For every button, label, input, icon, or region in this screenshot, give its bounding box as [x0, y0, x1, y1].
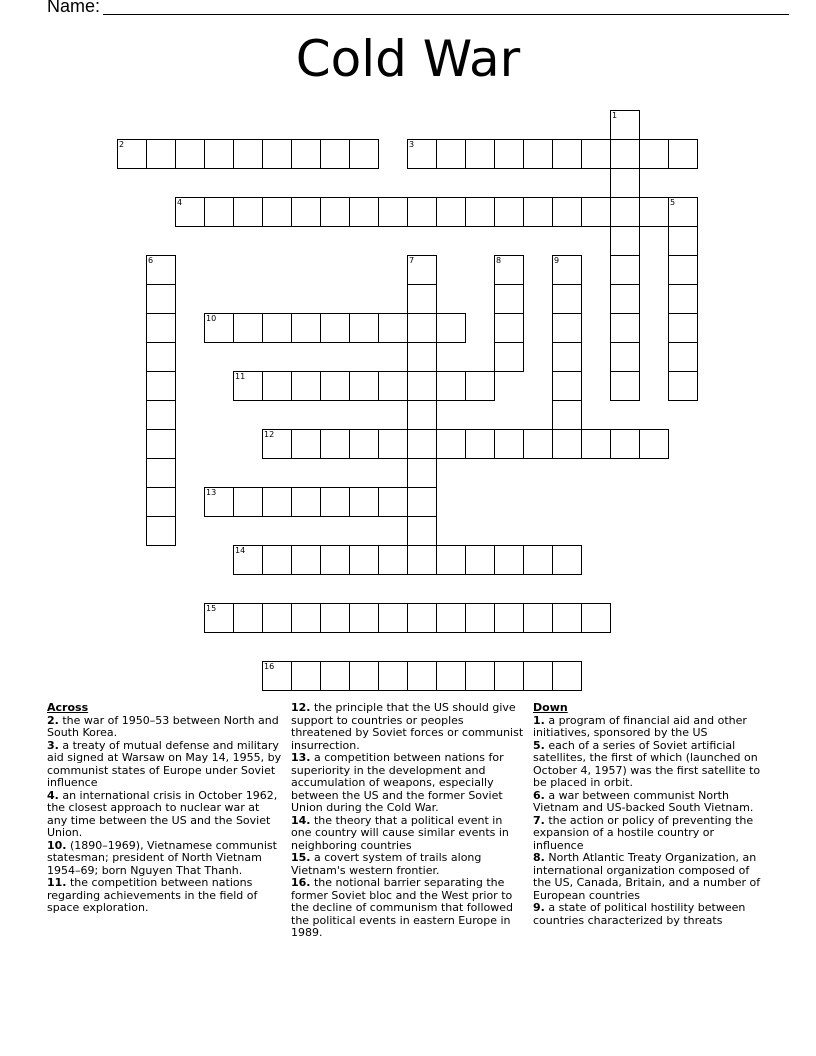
- grid-cell[interactable]: [349, 429, 379, 459]
- clue-number: 3: [409, 140, 415, 149]
- grid-cell[interactable]: [262, 139, 292, 169]
- clue-number: 14: [235, 546, 246, 555]
- clue-item-number: 7.: [533, 813, 545, 827]
- clue-number: 13: [206, 488, 217, 497]
- grid-cell[interactable]: [581, 603, 611, 633]
- clue-item: [533, 740, 763, 790]
- grid-cell[interactable]: [407, 342, 437, 372]
- grid-cell[interactable]: [494, 603, 524, 633]
- clue-item: [291, 702, 524, 752]
- clue-item: [47, 715, 283, 740]
- grid-cell[interactable]: [349, 661, 379, 691]
- grid-cell[interactable]: [262, 487, 292, 517]
- grid-cell[interactable]: [552, 284, 582, 314]
- grid-cell[interactable]: [407, 516, 437, 546]
- grid-cell[interactable]: [407, 371, 437, 401]
- grid-cell[interactable]: [494, 284, 524, 314]
- grid-cell[interactable]: [291, 313, 321, 343]
- grid-cell[interactable]: [117, 139, 147, 169]
- grid-cell[interactable]: [436, 371, 466, 401]
- grid-cell[interactable]: [349, 313, 379, 343]
- grid-cell[interactable]: [349, 139, 379, 169]
- grid-cell[interactable]: [233, 313, 263, 343]
- grid-cell[interactable]: [407, 603, 437, 633]
- clue-item-text: the action or policy of preventing the expansion of a hostile country or influence: [533, 813, 754, 852]
- grid-cell[interactable]: [668, 255, 698, 285]
- grid-cell[interactable]: [523, 603, 553, 633]
- grid-cell[interactable]: [610, 284, 640, 314]
- grid-cell[interactable]: [494, 545, 524, 575]
- grid-cell[interactable]: [349, 487, 379, 517]
- grid-cell[interactable]: [668, 342, 698, 372]
- grid-cell[interactable]: [465, 603, 495, 633]
- grid-cell[interactable]: [639, 197, 669, 227]
- grid-cell[interactable]: [610, 110, 640, 140]
- grid-cell[interactable]: [639, 139, 669, 169]
- grid-cell[interactable]: [639, 429, 669, 459]
- grid-cell[interactable]: [175, 139, 205, 169]
- clue-item: [291, 852, 524, 877]
- grid-cell[interactable]: [668, 197, 698, 227]
- clue-item-text: the principle that the US should give support to countries or peoples threatened by Soviet forces or communist insurrection.: [291, 701, 524, 752]
- clue-item-text: North Atlantic Treaty Organization, an international organization composed of the US, Canada, Britain, and a number of European countries: [533, 851, 761, 902]
- grid-cell[interactable]: [407, 400, 437, 430]
- grid-cell[interactable]: [465, 429, 495, 459]
- clue-item-number: 3.: [47, 738, 59, 752]
- clues-column-2: [291, 702, 524, 940]
- grid-cell[interactable]: [146, 255, 176, 285]
- grid-cell[interactable]: [204, 313, 234, 343]
- grid-cell[interactable]: [610, 168, 640, 198]
- grid-cell[interactable]: [436, 603, 466, 633]
- grid-cell[interactable]: [175, 197, 205, 227]
- grid-cell[interactable]: [320, 197, 350, 227]
- name-label: Name:: [47, 0, 101, 16]
- clue-number: 6: [148, 256, 154, 265]
- grid-cell[interactable]: [552, 255, 582, 285]
- grid-cell[interactable]: [320, 429, 350, 459]
- grid-cell[interactable]: [668, 313, 698, 343]
- grid-cell[interactable]: [465, 197, 495, 227]
- clue-item-text: a program of financial aid and other initiatives, sponsored by the US: [533, 713, 747, 739]
- clue-item-text: the war of 1950–53 between North and South Korea.: [47, 713, 279, 739]
- grid-cell[interactable]: [320, 313, 350, 343]
- grid-cell[interactable]: [552, 661, 582, 691]
- clue-item: [533, 715, 763, 740]
- grid-cell[interactable]: [146, 516, 176, 546]
- grid-cell[interactable]: [552, 429, 582, 459]
- grid-cell[interactable]: [233, 139, 263, 169]
- clue-number: 5: [670, 198, 676, 207]
- grid-cell[interactable]: [233, 197, 263, 227]
- grid-cell[interactable]: [204, 603, 234, 633]
- grid-cell[interactable]: [320, 139, 350, 169]
- grid-cell[interactable]: [436, 545, 466, 575]
- clue-number: 16: [264, 662, 275, 671]
- grid-cell[interactable]: [581, 197, 611, 227]
- clue-number: 8: [496, 256, 502, 265]
- grid-cell[interactable]: [349, 603, 379, 633]
- clue-item: [533, 790, 763, 815]
- clues-heading: Across: [47, 701, 89, 714]
- grid-cell[interactable]: [291, 429, 321, 459]
- grid-cell[interactable]: [378, 313, 408, 343]
- grid-cell[interactable]: [407, 458, 437, 488]
- grid-cell[interactable]: [407, 284, 437, 314]
- grid-cell[interactable]: [407, 313, 437, 343]
- grid-cell[interactable]: [320, 661, 350, 691]
- grid-cell[interactable]: [146, 458, 176, 488]
- clue-item-number: 13.: [291, 751, 311, 764]
- grid-cell[interactable]: [465, 139, 495, 169]
- clue-number: 4: [177, 198, 183, 207]
- grid-cell[interactable]: [407, 487, 437, 517]
- grid-cell[interactable]: [610, 429, 640, 459]
- grid-cell[interactable]: [146, 313, 176, 343]
- grid-cell[interactable]: [320, 487, 350, 517]
- grid-cell[interactable]: [523, 139, 553, 169]
- clue-item-text: a covert system of trails along Vietnam's western frontier.: [291, 851, 482, 877]
- clue-number: 7: [409, 256, 415, 265]
- grid-cell[interactable]: [320, 603, 350, 633]
- grid-cell[interactable]: [291, 545, 321, 575]
- grid-cell[interactable]: [436, 313, 466, 343]
- page-title: Cold War: [295, 30, 521, 88]
- grid-cell[interactable]: [320, 371, 350, 401]
- grid-cell[interactable]: [291, 197, 321, 227]
- clue-item: [291, 815, 524, 853]
- grid-cell[interactable]: [552, 313, 582, 343]
- grid-cell[interactable]: [262, 545, 292, 575]
- grid-cell[interactable]: [610, 342, 640, 372]
- grid-cell[interactable]: [262, 197, 292, 227]
- grid-cell[interactable]: [262, 313, 292, 343]
- grid-cell[interactable]: [204, 487, 234, 517]
- grid-cell[interactable]: [146, 487, 176, 517]
- clue-number: 10: [206, 314, 217, 323]
- grid-cell[interactable]: [320, 545, 350, 575]
- clues-column-1: [47, 702, 283, 915]
- grid-cell[interactable]: [146, 400, 176, 430]
- clue-item-text: a war between communist North Vietnam and US-backed South Vietnam.: [533, 788, 754, 814]
- clue-item-number: 8.: [533, 851, 545, 864]
- grid-cell[interactable]: [610, 255, 640, 285]
- clue-item: [291, 877, 524, 940]
- grid-cell[interactable]: [146, 342, 176, 372]
- grid-cell[interactable]: [146, 371, 176, 401]
- clue-item: [47, 840, 283, 878]
- clue-item-text: a competition between nations for superiority in the development and accumulation of weapons, especially between the US and the former Soviet Union during the Cold War.: [291, 751, 504, 814]
- grid-cell[interactable]: [494, 661, 524, 691]
- grid-cell[interactable]: [494, 255, 524, 285]
- clue-item: [47, 877, 283, 915]
- clue-item-number: 5.: [533, 738, 545, 752]
- grid-cell[interactable]: [610, 313, 640, 343]
- grid-cell[interactable]: [378, 487, 408, 517]
- clue-item-number: 12.: [291, 701, 311, 714]
- clue-number: 12: [264, 430, 275, 439]
- grid-cell[interactable]: [378, 429, 408, 459]
- grid-cell[interactable]: [494, 139, 524, 169]
- grid-cell[interactable]: [668, 139, 698, 169]
- grid-cell[interactable]: [523, 429, 553, 459]
- grid-cell[interactable]: [436, 661, 466, 691]
- grid-cell[interactable]: [378, 545, 408, 575]
- grid-cell[interactable]: [291, 661, 321, 691]
- grid-cell[interactable]: [146, 284, 176, 314]
- clue-item-number: 2.: [47, 713, 59, 727]
- grid-cell[interactable]: [494, 342, 524, 372]
- grid-cell[interactable]: [552, 342, 582, 372]
- clue-item-number: 9.: [533, 901, 545, 914]
- grid-cell[interactable]: [552, 603, 582, 633]
- grid-cell[interactable]: [262, 661, 292, 691]
- clue-item-text: each of a series of Soviet artificial satellites, the first of which (launched on October 4, 1957) was the first satellite to be placed in orbit.: [533, 738, 761, 789]
- grid-cell[interactable]: [610, 197, 640, 227]
- grid-cell[interactable]: [552, 197, 582, 227]
- grid-cell[interactable]: [233, 487, 263, 517]
- grid-cell[interactable]: [233, 603, 263, 633]
- grid-cell[interactable]: [204, 197, 234, 227]
- clue-item: [533, 902, 763, 927]
- clue-item-number: 6.: [533, 788, 545, 802]
- clue-number: 9: [554, 256, 560, 265]
- grid-cell[interactable]: [262, 371, 292, 401]
- grid-cell[interactable]: [668, 284, 698, 314]
- clue-item-number: 10.: [47, 838, 67, 852]
- grid-cell[interactable]: [378, 371, 408, 401]
- grid-cell[interactable]: [378, 603, 408, 633]
- grid-cell[interactable]: [581, 429, 611, 459]
- clue-number: 2: [119, 140, 125, 149]
- grid-cell[interactable]: [668, 226, 698, 256]
- clue-item: [533, 815, 763, 853]
- grid-cell[interactable]: [494, 197, 524, 227]
- clue-item: [47, 790, 283, 840]
- grid-cell[interactable]: [407, 545, 437, 575]
- grid-cell[interactable]: [523, 545, 553, 575]
- clue-item-number: 11.: [47, 876, 67, 889]
- clue-item-text: a state of political hostility between countries characterized by threats: [533, 901, 746, 927]
- grid-cell[interactable]: [523, 197, 553, 227]
- grid-cell[interactable]: [349, 545, 379, 575]
- grid-cell[interactable]: [465, 545, 495, 575]
- grid-cell[interactable]: [610, 226, 640, 256]
- clue-item: [291, 752, 524, 815]
- clue-item: [533, 852, 763, 902]
- clues-column-3: [533, 702, 763, 927]
- grid-cell[interactable]: [436, 197, 466, 227]
- grid-cell[interactable]: [494, 429, 524, 459]
- clue-number: 1: [612, 111, 618, 120]
- grid-cell[interactable]: [552, 400, 582, 430]
- grid-cell[interactable]: [465, 661, 495, 691]
- grid-cell[interactable]: [146, 429, 176, 459]
- grid-cell[interactable]: [407, 139, 437, 169]
- grid-cell[interactable]: [552, 371, 582, 401]
- grid-cell[interactable]: [552, 139, 582, 169]
- clue-item-text: the theory that a political event in one country will cause similar events in neighboring countries: [291, 813, 509, 852]
- clue-item-text: a treaty of mutual defense and military aid signed at Warsaw on May 14, 1955, by communist states of Europe under Soviet influence: [47, 738, 282, 789]
- grid-cell[interactable]: [436, 429, 466, 459]
- grid-cell[interactable]: [407, 429, 437, 459]
- grid-cell[interactable]: [610, 371, 640, 401]
- grid-cell[interactable]: [262, 429, 292, 459]
- clue-item: [47, 740, 283, 790]
- grid-cell[interactable]: [436, 139, 466, 169]
- grid-cell[interactable]: [291, 487, 321, 517]
- clue-item-number: 14.: [291, 813, 311, 827]
- clue-item-text: the competition between nations regarding achievements in the field of space exploration.: [47, 876, 258, 914]
- grid-cell[interactable]: [291, 371, 321, 401]
- grid-cell[interactable]: [407, 661, 437, 691]
- clue-item-number: 4.: [47, 788, 59, 802]
- grid-cell[interactable]: [233, 371, 263, 401]
- grid-cell[interactable]: [233, 545, 263, 575]
- grid-cell[interactable]: [146, 139, 176, 169]
- grid-cell[interactable]: [407, 197, 437, 227]
- clue-number: 15: [206, 604, 217, 613]
- grid-cell[interactable]: [262, 603, 292, 633]
- grid-cell[interactable]: [610, 139, 640, 169]
- clue-item-text: (1890–1969), Vietnamese communist statesman; president of North Vietnam 1954–69; born Nguyen That Thanh.: [47, 838, 277, 877]
- grid-cell[interactable]: [291, 139, 321, 169]
- grid-cell[interactable]: [668, 371, 698, 401]
- grid-cell[interactable]: [204, 139, 234, 169]
- clue-item-number: 16.: [291, 876, 311, 889]
- clues-heading: Down: [533, 701, 568, 714]
- clue-item-number: 15.: [291, 851, 311, 864]
- grid-cell[interactable]: [378, 661, 408, 691]
- clue-number: 11: [235, 372, 246, 381]
- clue-item-text: the notional barrier separating the former Soviet bloc and the West prior to the decline of communism that followed the political events in eastern Europe in 1989.: [291, 876, 513, 939]
- clue-item-text: an international crisis in October 1962, the closest approach to nuclear war at any time between the US and the Soviet Union.: [47, 788, 278, 839]
- grid-cell[interactable]: [494, 313, 524, 343]
- grid-cell[interactable]: [581, 139, 611, 169]
- grid-cell[interactable]: [407, 255, 437, 285]
- grid-cell[interactable]: [465, 371, 495, 401]
- clue-item-number: 1.: [533, 713, 545, 727]
- grid-cell[interactable]: [349, 197, 379, 227]
- grid-cell[interactable]: [349, 371, 379, 401]
- grid-cell[interactable]: [291, 603, 321, 633]
- grid-cell[interactable]: [378, 197, 408, 227]
- grid-cell[interactable]: [523, 661, 553, 691]
- grid-cell[interactable]: [552, 545, 582, 575]
